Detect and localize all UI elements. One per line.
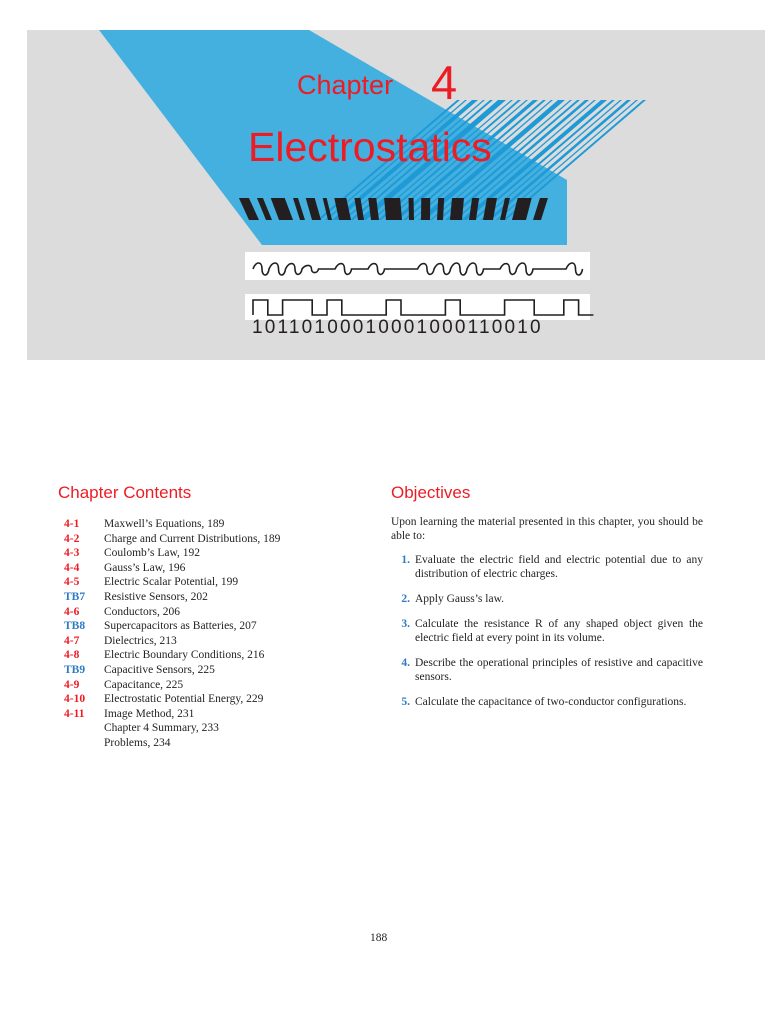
contents-item-number: 4-3 bbox=[64, 547, 80, 560]
contents-item bbox=[64, 692, 364, 707]
contents-item bbox=[64, 648, 364, 663]
objective-text: Apply Gauss’s law. bbox=[415, 593, 505, 605]
contents-item-number: 4-11 bbox=[64, 707, 85, 720]
contents-item-number: 4-5 bbox=[64, 576, 80, 589]
chapter-title: Electrostatics bbox=[248, 124, 492, 170]
objective-number: 2. bbox=[401, 593, 410, 605]
contents-item-number: 4-8 bbox=[64, 649, 80, 662]
contents-item bbox=[64, 546, 364, 561]
analog-strip bbox=[245, 252, 590, 280]
contents-item-number bbox=[64, 721, 104, 736]
chapter-number: 4 bbox=[431, 56, 458, 109]
contents-item-number: 4-9 bbox=[64, 678, 80, 691]
contents-item-number bbox=[64, 736, 104, 751]
objectives-section bbox=[391, 515, 703, 720]
objective-text: Describe the operational principles of resistive and capacitive sensors. bbox=[415, 657, 703, 683]
contents-item-title: Charge and Current Distributions, 189 bbox=[104, 532, 281, 545]
contents-item-number: 4-4 bbox=[64, 561, 80, 574]
contents-item-number: 4-7 bbox=[64, 634, 80, 647]
contents-item-number: 4-1 bbox=[64, 518, 80, 530]
contents-item-title: Electric Scalar Potential, 199 bbox=[104, 576, 239, 589]
objective-item bbox=[391, 617, 703, 645]
banner-artwork bbox=[27, 30, 765, 360]
objective-text: Evaluate the electric field and electric potential due to any distribution of electric charges. bbox=[415, 554, 703, 580]
chapter-banner bbox=[27, 30, 765, 360]
objectives-heading: Objectives bbox=[391, 483, 471, 502]
contents-item bbox=[64, 605, 364, 620]
contents-item bbox=[64, 678, 364, 693]
contents-item bbox=[64, 590, 364, 605]
contents-item-title: Maxwell’s Equations, 189 bbox=[104, 518, 225, 530]
contents-item bbox=[64, 634, 364, 649]
contents-item-title: Capacitive Sensors, 225 bbox=[104, 663, 215, 676]
chapter-contents-heading: Chapter Contents bbox=[58, 483, 192, 502]
bar bbox=[421, 198, 430, 220]
contents-item bbox=[64, 619, 364, 634]
contents-item-title: Conductors, 206 bbox=[104, 605, 181, 618]
chapter-label: Chapter bbox=[297, 70, 394, 100]
contents-item-title: Image Method, 231 bbox=[104, 707, 195, 720]
contents-item-number: 4-2 bbox=[64, 532, 80, 545]
objective-item bbox=[391, 695, 703, 709]
chapter-contents-list bbox=[64, 517, 364, 751]
bar bbox=[384, 198, 402, 220]
objective-number: 1. bbox=[401, 554, 410, 566]
contents-item-number: TB8 bbox=[64, 620, 86, 633]
contents-item-title: Supercapacitors as Batteries, 207 bbox=[104, 620, 257, 633]
objectives-list bbox=[391, 553, 703, 709]
objective-item bbox=[391, 656, 703, 684]
binary-sequence: 10110100010001000110010 bbox=[252, 317, 543, 338]
contents-item-title: Electrostatic Potential Energy, 229 bbox=[104, 693, 264, 706]
contents-item bbox=[64, 663, 364, 678]
contents-item-number: 4-6 bbox=[64, 605, 80, 618]
contents-item bbox=[64, 575, 364, 590]
objective-text: Calculate the resistance R of any shaped object given the electric field at every point in its volume. bbox=[415, 618, 703, 644]
contents-item-title: Coulomb’s Law, 192 bbox=[104, 547, 201, 560]
contents-item-title: Gauss’s Law, 196 bbox=[104, 561, 186, 574]
contents-item-number: TB9 bbox=[64, 663, 86, 676]
contents-item-title: Capacitance, 225 bbox=[104, 678, 184, 691]
contents-item bbox=[64, 736, 364, 751]
objectives-intro: Upon learning the material presented in this chapter, you should be able to: bbox=[391, 516, 703, 542]
contents-item-title: Electric Boundary Conditions, 216 bbox=[104, 649, 265, 662]
bar bbox=[437, 198, 444, 220]
contents-item-title: Dielectrics, 213 bbox=[104, 634, 177, 647]
contents-item bbox=[64, 707, 364, 722]
contents-item bbox=[64, 721, 364, 736]
contents-item bbox=[64, 561, 364, 576]
objective-item bbox=[391, 592, 703, 606]
contents-item-number: 4-10 bbox=[64, 693, 86, 706]
bar bbox=[450, 198, 464, 220]
contents-item bbox=[64, 532, 364, 547]
objective-number: 3. bbox=[401, 618, 410, 630]
page-number: 188 bbox=[370, 932, 388, 944]
contents-item-title: Problems, 234 bbox=[104, 736, 171, 749]
objective-item bbox=[391, 553, 703, 581]
objective-text: Calculate the capacitance of two-conductor configurations. bbox=[415, 696, 687, 708]
contents-item-number: TB7 bbox=[64, 590, 86, 603]
objective-number: 4. bbox=[401, 657, 410, 669]
contents-item-title: Chapter 4 Summary, 233 bbox=[104, 722, 219, 735]
contents-item-title: Resistive Sensors, 202 bbox=[104, 590, 208, 603]
contents-item bbox=[64, 517, 364, 532]
objective-number: 5. bbox=[401, 696, 410, 708]
bar bbox=[409, 198, 414, 220]
